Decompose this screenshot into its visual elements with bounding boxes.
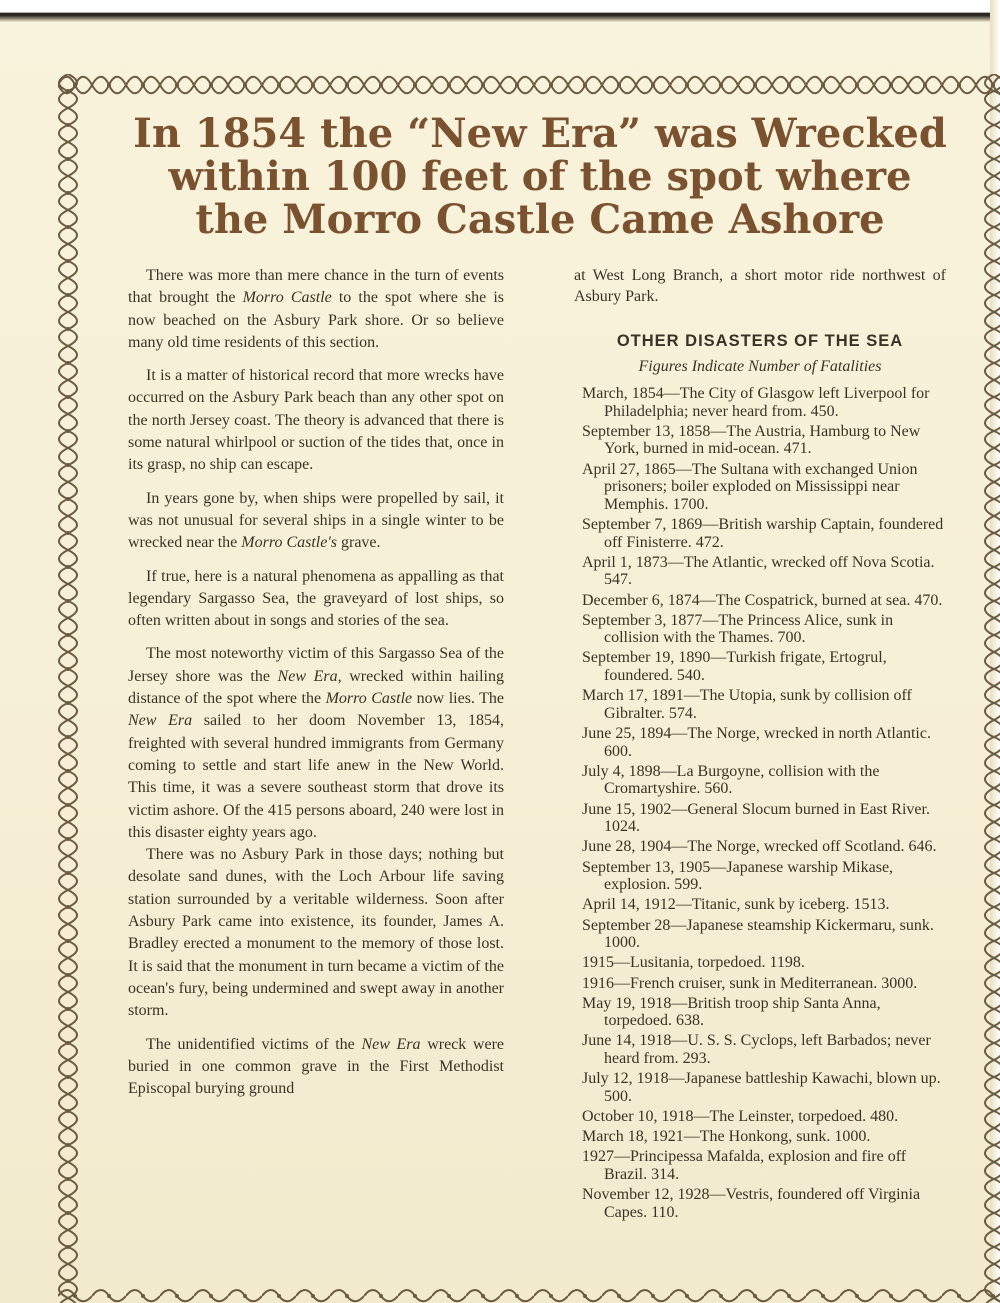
page-headline <box>100 112 980 241</box>
paper-top-edge <box>0 0 1000 22</box>
p5-text-c: now lies. The <box>412 690 505 708</box>
article-paragraph-6: There was no Asbury Park in those days; nothing but desolate sand dunes, with the Loch Arbour life saving station surrounded by a veritable wilderness. Soon after Asbury Park came into existence, its founder, James A. Bradley erected a monument to the memory of those lost. It is said that the monument in turn became a victim of the ocean's fury, being undermined and swept away in another storm. <box>128 846 504 1020</box>
article-column-right <box>574 265 946 1224</box>
list-item: March, 1854—The City of Glasgow left Liverpool for Philadelphia; never heard from. 450. <box>582 385 930 420</box>
p5-text-d: sailed to her doom November 13, 1854, freighted with several hundred immigrants from Germany coming to settle and start life anew in the New World. This time, it was a severe southeast storm that drove its victim ashore. Of the 415 persons aboard, 240 were lost in this disaster eighty years ago. <box>128 712 504 841</box>
list-item: September 13, 1858—The Austria, Hamburg to New York, burned in mid-ocean. 471. <box>582 422 921 458</box>
list-item: March 18, 1921—The Honkong, sunk. 1000. <box>582 1128 871 1146</box>
disasters-title: OTHER DISASTERS OF THE SEA <box>616 332 904 350</box>
p5-text-a: The most noteworthy victim of this Sargasso Sea of the Jersey shore was the <box>128 645 504 685</box>
article-paragraph-2: It is a matter of historical record that more wrecks have occurred on the Asbury Park beach than any other spot on the north Jersey coast. The theory is advanced that there is some natural whirlpool or suction of the tides that, once in its grasp, no ship can escape. <box>128 367 504 474</box>
list-item: September 3, 1877—The Princess Alice, sunk in collision with the Thames. 700. <box>582 611 894 647</box>
p5-ship-name-1: New Era, <box>277 667 342 685</box>
article-paragraph-5 <box>128 643 504 844</box>
ornamental-border-bottom <box>58 1288 1000 1303</box>
list-item: April 1, 1873—The Atlantic, wrecked off Nova Scotia. 547. <box>582 553 935 589</box>
article-paragraph-7 <box>128 1034 504 1101</box>
headline-line-1: In 1854 the “New Era” was Wrecked <box>133 110 947 157</box>
list-item: 1915—Lusitania, torpedoed. 1198. <box>582 954 805 972</box>
list-item: May 19, 1918—British troop ship Santa Anna, torpedoed. 638. <box>582 994 881 1030</box>
disasters-subtitle: Figures Indicate Number of Fatalities <box>638 358 882 375</box>
p1-ship-name: Morro Castle <box>242 289 332 307</box>
ornamental-border-right <box>982 74 1000 1303</box>
list-item: July 4, 1898—La Burgoyne, collision with the Cromartyshire. 560. <box>582 762 880 798</box>
list-item: June 25, 1894—The Norge, wrecked in north Atlantic. 600. <box>582 725 931 760</box>
list-item: July 12, 1918—Japanese battleship Kawachi, blown up. 500. <box>582 1070 941 1105</box>
list-item: 1927—Principessa Mafalda, explosion and fire off Brazil. 314. <box>582 1148 907 1183</box>
list-item: October 10, 1918—The Leinster, torpedoed. 480. <box>582 1108 899 1126</box>
p5-ship-name-2: Morro Castle <box>325 690 413 708</box>
list-item: September 28—Japanese steamship Kickermaru, sunk. 1000. <box>582 916 934 952</box>
article-paragraph-1 <box>128 265 504 354</box>
list-item: 1916—French cruiser, sunk in Mediterranean. 3000. <box>582 974 918 992</box>
p7-text-b: wreck were buried in one common grave in the First Methodist Episcopal burying ground <box>128 1035 505 1098</box>
list-item: March 17, 1891—The Utopia, sunk by collision off Gibralter. 574. <box>582 687 912 722</box>
article-column-left <box>128 265 504 1100</box>
ornamental-border-top <box>58 74 1000 96</box>
p3-ship-name: Morro Castle's <box>241 534 337 552</box>
article-continuation: at West Long Branch, a short motor ride northwest of Asbury Park. <box>574 267 946 305</box>
list-item: September 19, 1890—Turkish frigate, Ertogrul, foundered. 540. <box>582 649 887 685</box>
headline-line-3: the Morro Castle Came Ashore <box>195 196 885 243</box>
headline-line-2: within 100 feet of the spot where <box>168 153 912 200</box>
list-item: November 12, 1928—Vestris, foundered off Virginia Capes. 110. <box>582 1186 921 1221</box>
ornamental-border-left <box>56 74 80 1303</box>
p1-text-b: to the spot where she is now beached on the Asbury Park shore. Or so believe many old time residents of this section. <box>128 289 505 351</box>
article-paragraph-3 <box>128 488 504 555</box>
p7-ship-name: New Era <box>361 1035 421 1053</box>
list-item: September 7, 1869—British warship Captain, foundered off Finisterre. 472. <box>582 515 944 551</box>
list-item: June 15, 1902—General Slocum burned in East River. 1024. <box>582 800 930 836</box>
list-item: December 6, 1874—The Cospatrick, burned at sea. 470. <box>582 591 943 609</box>
p5-ship-name-3: New Era <box>128 712 193 730</box>
list-item: June 14, 1918—U. S. S. Cyclops, left Barbados; never heard from. 293. <box>582 1032 931 1068</box>
p7-text-a: The unidentified victims of the <box>146 1035 362 1053</box>
p5-text-b: wrecked within hailing distance of the spot where the <box>128 667 504 708</box>
disasters-list <box>574 385 946 1221</box>
p1-text-a: There was more than mere chance in the turn of events that brought the <box>128 267 504 307</box>
p3-text-b: grave. <box>337 534 381 552</box>
list-item: September 13, 1905—Japanese warship Mikase, explosion. 599. <box>582 858 894 894</box>
list-item: June 28, 1904—The Norge, wrecked off Scotland. 646. <box>582 838 937 856</box>
article-paragraph-4: If true, here is a natural phenomena as appalling as that legendary Sargasso Sea, the graveyard of lost ships, so often written about in songs and stories of the sea. <box>128 567 504 630</box>
list-item: April 27, 1865—The Sultana with exchanged Union prisoners; boiler exploded on Mississippi near Memphis. 1700. <box>582 460 918 513</box>
list-item: April 14, 1912—Titanic, sunk by iceberg. 1513. <box>582 896 890 914</box>
p3-text-a: In years gone by, when ships were propelled by sail, it was not unusual for several ships in a single winter to be wrecked near the <box>128 489 504 552</box>
